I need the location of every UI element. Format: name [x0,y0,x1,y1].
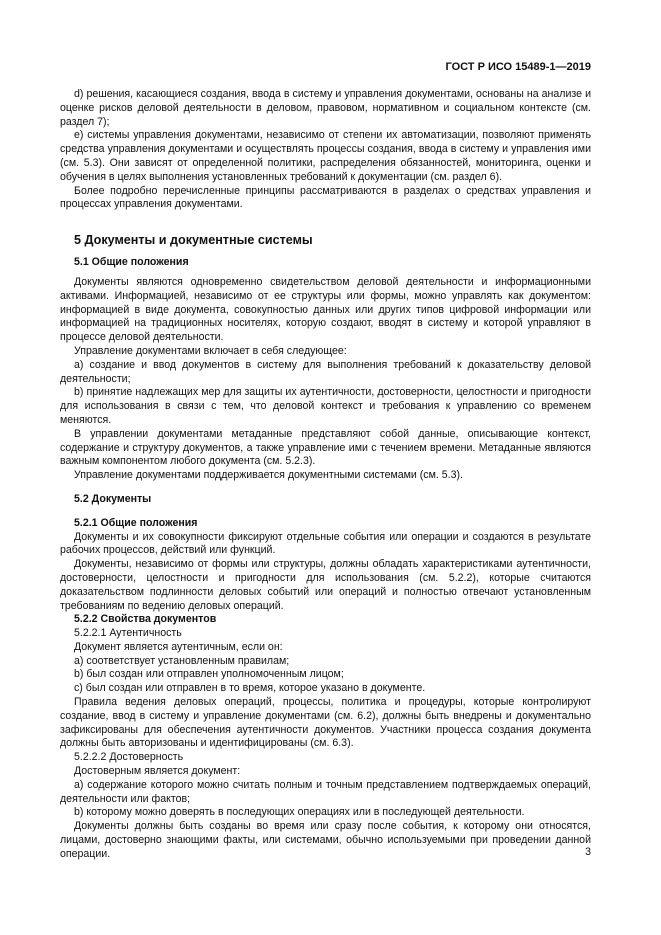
paragraph: Достоверным является документ: [74,765,241,778]
subsection-title: 5.2.2.1 Аутентичность [74,627,182,640]
paragraph: Документ является аутентичным, если он: [74,640,283,653]
principles-note: Более подробно перечисленные принципы рассматриваются в разделах о средствах управления и процессах управления документами. [60,184,591,211]
list-item: с) был создан или отправлен в то время, которое указано в документе. [74,682,426,695]
list-item: а) создание и ввод документов в систему для выполнения требований к доказательству деловой деятельности; [60,358,591,385]
paragraph: Правила ведения деловых операций, процессы, политика и процедуры, которые контролируют создание, ввод в систему и управление документами (см. 6.2), должны быть внедрены и документально зафиксированы для обеспечения аутентичности документов. Участники процесса создания документа должны быть авторизованы и идентифицированы (см. 6.3). [60,696,591,750]
page-number: 3 [585,846,591,858]
section-5-2-1-title: 5.2.1 Общие положения [74,516,198,529]
principle-e: е) системы управления документами, независимо от степени их автоматизации, позволяют применять средства управления документами и осуществлять процессы создания, ввода в систему и управления ими (см. 5.3). Они зависят от определенной политики, распределения обязанностей, мониторинга, оценки и обучения в целях выполнения установленных требований к документации (см. раздел 6). [60,129,591,183]
list-item: b) принятие надлежащих мер для защиты их аутентичности, достоверности, целостности и пригодности для использования в связи с тем, что деловой контекст и требования к управлению со временем меняются. [60,386,591,426]
subsection-title: 5.2.2.2 Достоверность [74,751,184,764]
paragraph: Документы должны быть созданы во время или сразу после события, к которому они относятся, лицами, достоверно знающими факты, или системами, обычно используемыми при проведении данной операции. [60,820,591,860]
standard-code: ГОСТ Р ИСО 15489-1—2019 [445,61,591,73]
paragraph: Документы являются одновременно свидетельством деловой деятельности и информационными активами. Информацией, независимо от ее структуры или формы, можно управлять как документом: информацией в виде документа, совокупностью данных или других типов цифровой информации или информацией на традиционных носителях, которую создают, вводят в систему и которой управляют в процессе деловой деятельности. [60,275,591,344]
section-5-2-2-title: 5.2.2 Свойства документов [74,613,217,626]
list-item: а) содержание которого можно считать полным и точным представлением подтверждаемых операций, деятельности или фактов; [60,778,591,805]
page-content [60,88,591,862]
list-item: b) был создан или отправлен уполномоченным лицом; [74,668,344,681]
principle-d: d) решения, касающиеся создания, ввода в систему и управления документами, основаны на анализе и оценке рисков деловой деятельности в деловом, правовом, нормативном и социальном контексте (см. раздел 7); [60,88,591,128]
paragraph: В управлении документами метаданные представляют собой данные, описывающие контекст, содержание и структуру документов, а также управление ими с течением времени. Метаданные являются важным компонентом любого документа (см. 5.2.3). [60,427,591,468]
paragraph: Управление документами включает в себя следующее: [74,344,347,357]
list-item: b) которому можно доверять в последующих операциях или в последующей деятельности. [74,806,525,819]
paragraph: Документы, независимо от формы или структуры, должны обладать характеристиками аутентичности, достоверности, целостности и пригодности для использования (см. 5.2.2), которые считаются доказательством подлинности деловых событий или операций и полностью отвечают установленным требованиям по ведению деловых операций. [60,558,591,612]
list-item: а) соответствует установленным правилам; [74,654,290,667]
paragraph: Документы и их совокупности фиксируют отдельные события или операции и создаются в результате рабочих процессов, действий или функций. [60,530,591,557]
section-5-1-title: 5.1 Общие положения [74,256,189,269]
section-5-2-title: 5.2 Документы [74,492,152,505]
paragraph: Управление документами поддерживается документными системами (см. 5.3). [74,469,463,482]
section-5-title: 5 Документы и документные системы [74,233,313,248]
